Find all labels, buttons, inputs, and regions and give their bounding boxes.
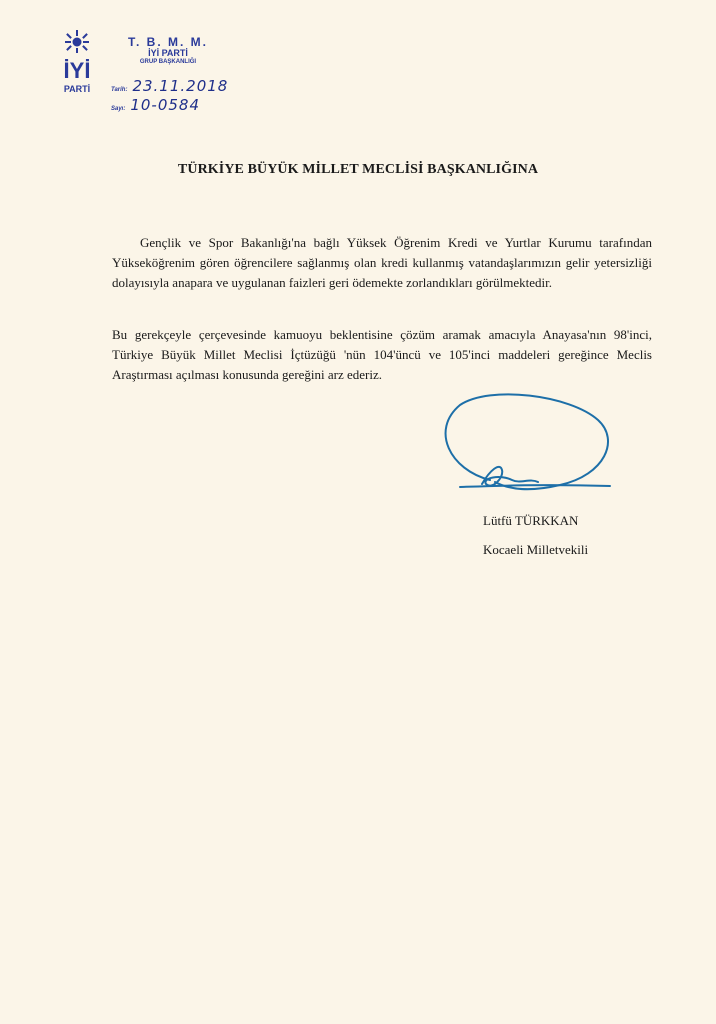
- stamp-number-value: 10-0584: [130, 96, 201, 114]
- body-paragraph-2: [112, 325, 652, 385]
- svg-text:İYİ: İYİ: [63, 58, 91, 83]
- svg-text:PARTİ: PARTİ: [63, 84, 91, 94]
- stamp-number-row: [111, 96, 200, 114]
- stamp-date-value: 23.11.2018: [132, 77, 229, 95]
- handwritten-signature: [420, 390, 620, 500]
- signer-name: Lütfü TÜRKKAN: [483, 513, 579, 528]
- document-title: TÜRKİYE BÜYÜK MİLLET MECLİSİ BAŞKANLIĞINA: [177, 162, 539, 177]
- body-paragraph-1: [112, 233, 652, 293]
- party-logo: [55, 30, 101, 110]
- stamp-header-group: GRUP BAŞKANLIĞI: [139, 59, 197, 65]
- paragraph-2-text: Bu gerekçeyle çerçevesinde kamuoyu beklentisine çözüm aramak amacıyla Anayasa'nın 98'inci, Türkiye Büyük Millet Meclisi İçtüzüğü 'nün 104'üncü ve 105'inci maddeleri gereğince Meclis Araştırması açılması konusunda gereğini arz ederiz.: [112, 327, 652, 382]
- stamp-date-row: [111, 77, 228, 95]
- official-stamp: [55, 30, 255, 120]
- stamp-number-label: Sayı:: [111, 106, 126, 112]
- paragraph-1-text: Gençlik ve Spor Bakanlığı'na bağlı Yüksek Öğrenim Kredi ve Yurtlar Kurumu tarafından Yükseköğrenim gören öğrencilere sağlanmış olan kredi kullanmış vatandaşlarımızın gelir yetersizliği dolayısıyla anapara ve uygulanan faizleri geri ödemekte zorlandıkları görülmektedir.: [112, 235, 652, 290]
- stamp-header-tbmm: T. B. M. M.: [128, 35, 208, 49]
- stamp-date-label: Tarih:: [111, 87, 128, 93]
- stamp-header-party: İYİ PARTİ: [148, 48, 188, 58]
- signer-title: Kocaeli Milletvekili: [483, 542, 589, 557]
- stamp-header: [113, 36, 223, 65]
